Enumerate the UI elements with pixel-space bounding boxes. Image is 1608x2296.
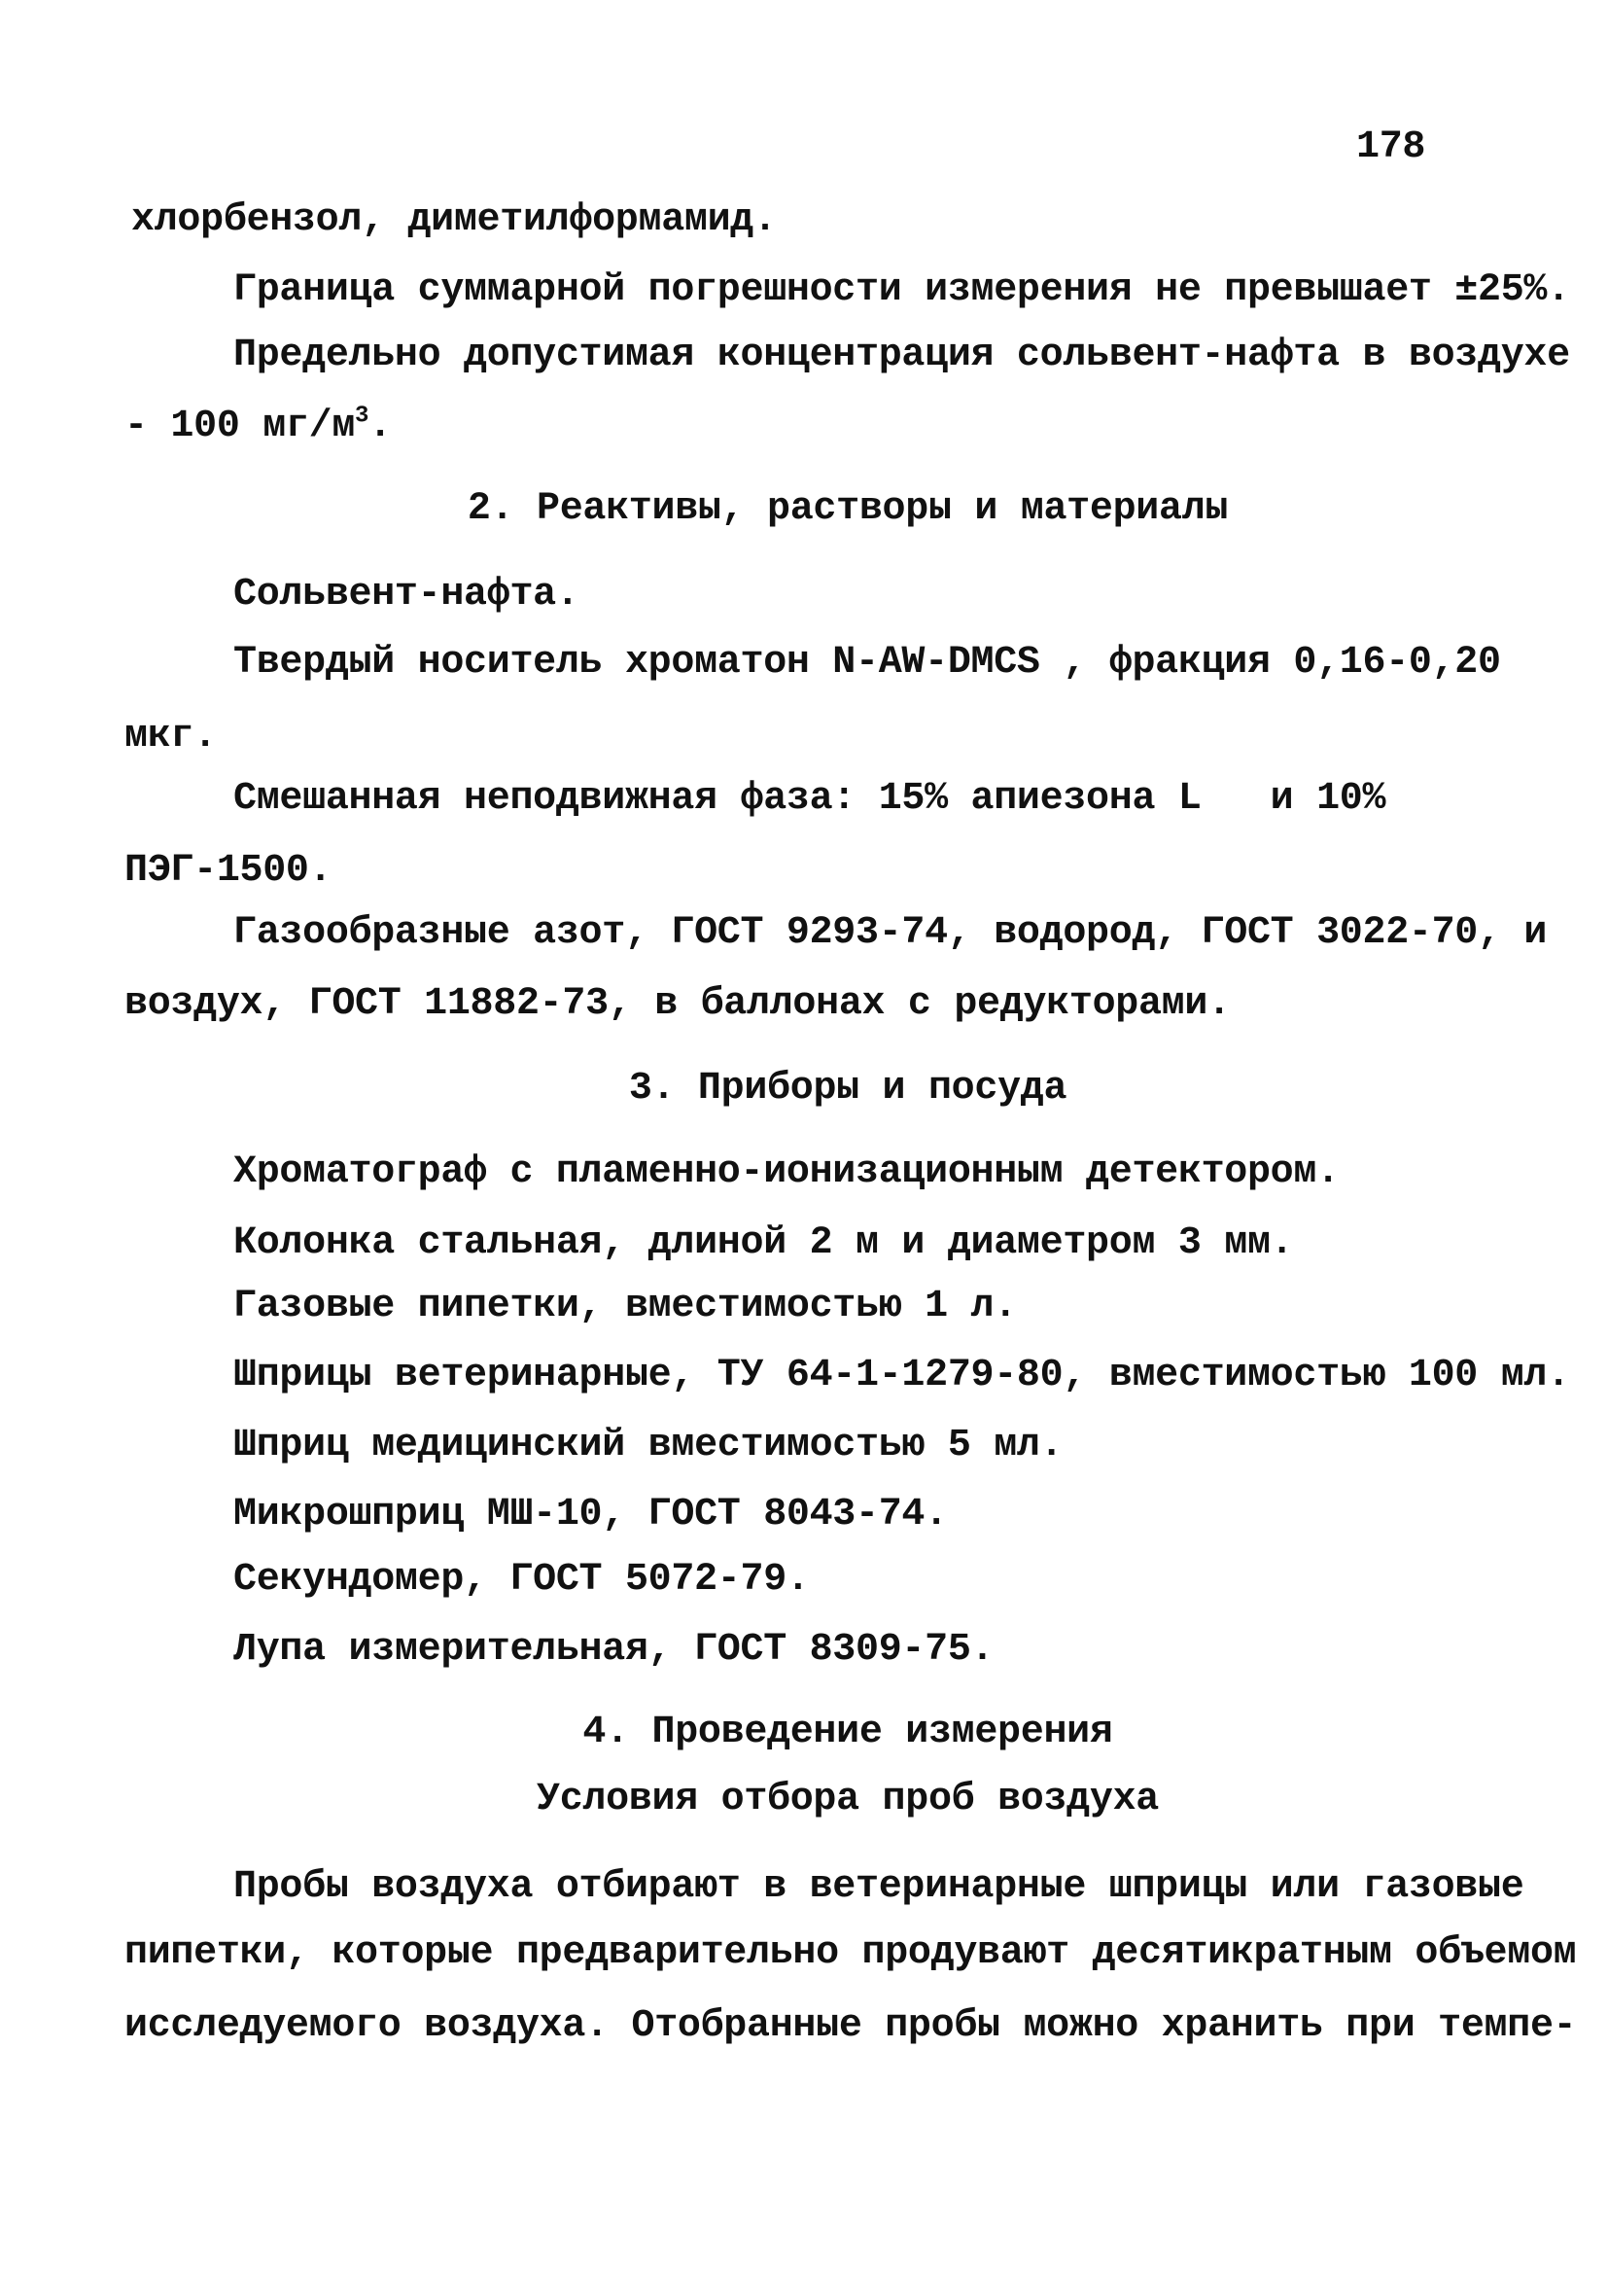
section-heading: 2. Реактивы, растворы и материалы bbox=[467, 487, 1229, 531]
text-line: Граница суммарной погрешности измерения не превышает ±25%. bbox=[233, 268, 1570, 312]
list-item: Микрошприц МШ-10, ГОСТ 8043-74. bbox=[233, 1493, 948, 1537]
text-line: Пробы воздуха отбирают в ветеринарные шприцы или газовые bbox=[233, 1865, 1524, 1909]
text-line: исследуемого воздуха. Отобранные пробы можно хранить при темпе- bbox=[124, 2004, 1577, 2048]
list-item: Хроматограф с пламенно-ионизационным детектором. bbox=[233, 1150, 1340, 1194]
list-item: Газовые пипетки, вместимостью 1 л. bbox=[233, 1285, 1017, 1328]
text-line: Смешанная неподвижная фаза: 15% апиезона L и 10% bbox=[233, 777, 1386, 821]
text-fragment: - 100 мг/м bbox=[124, 405, 356, 448]
superscript: 3 bbox=[355, 403, 369, 430]
section-heading: 4. Проведение измерения bbox=[582, 1711, 1113, 1754]
text-line: Сольвент-нафта. bbox=[233, 573, 579, 617]
list-item: Колонка стальная, длиной 2 м и диаметром 3 мм. bbox=[233, 1221, 1294, 1265]
list-item: Лупа измерительная, ГОСТ 8309-75. bbox=[233, 1628, 995, 1672]
text-line: Газообразные азот, ГОСТ 9293-74, водород, ГОСТ 3022-70, и bbox=[233, 911, 1548, 955]
list-item: Шприц медицинский вместимостью 5 мл. bbox=[233, 1424, 1064, 1467]
text-line: пипетки, которые предварительно продувают десятикратным объемом bbox=[124, 1931, 1577, 1975]
list-item: Секундомер, ГОСТ 5072-79. bbox=[233, 1558, 810, 1602]
text-fragment: . bbox=[368, 405, 392, 448]
list-item: Шприцы ветеринарные, ТУ 64-1-1279-80, вместимостью 100 мл. bbox=[233, 1354, 1570, 1397]
text-line: Предельно допустимая концентрация сольвент-нафта в воздухе bbox=[233, 334, 1570, 377]
text-line: хлорбензол, диметилформамид. bbox=[131, 198, 777, 242]
section-subheading: Условия отбора проб воздуха bbox=[536, 1778, 1159, 1821]
text-line: мкг. bbox=[124, 715, 217, 759]
text-line bbox=[124, 403, 392, 448]
text-line: воздух, ГОСТ 11882-73, в баллонах с редукторами. bbox=[124, 982, 1231, 1026]
text-line: Твердый носитель хроматон N-AW-DMCS , фракция 0,16-0,20 bbox=[233, 641, 1501, 685]
section-heading: 3. Приборы и посуда bbox=[628, 1067, 1067, 1111]
page-number: 178 bbox=[1356, 125, 1426, 169]
text-line: ПЭГ-1500. bbox=[124, 849, 332, 893]
